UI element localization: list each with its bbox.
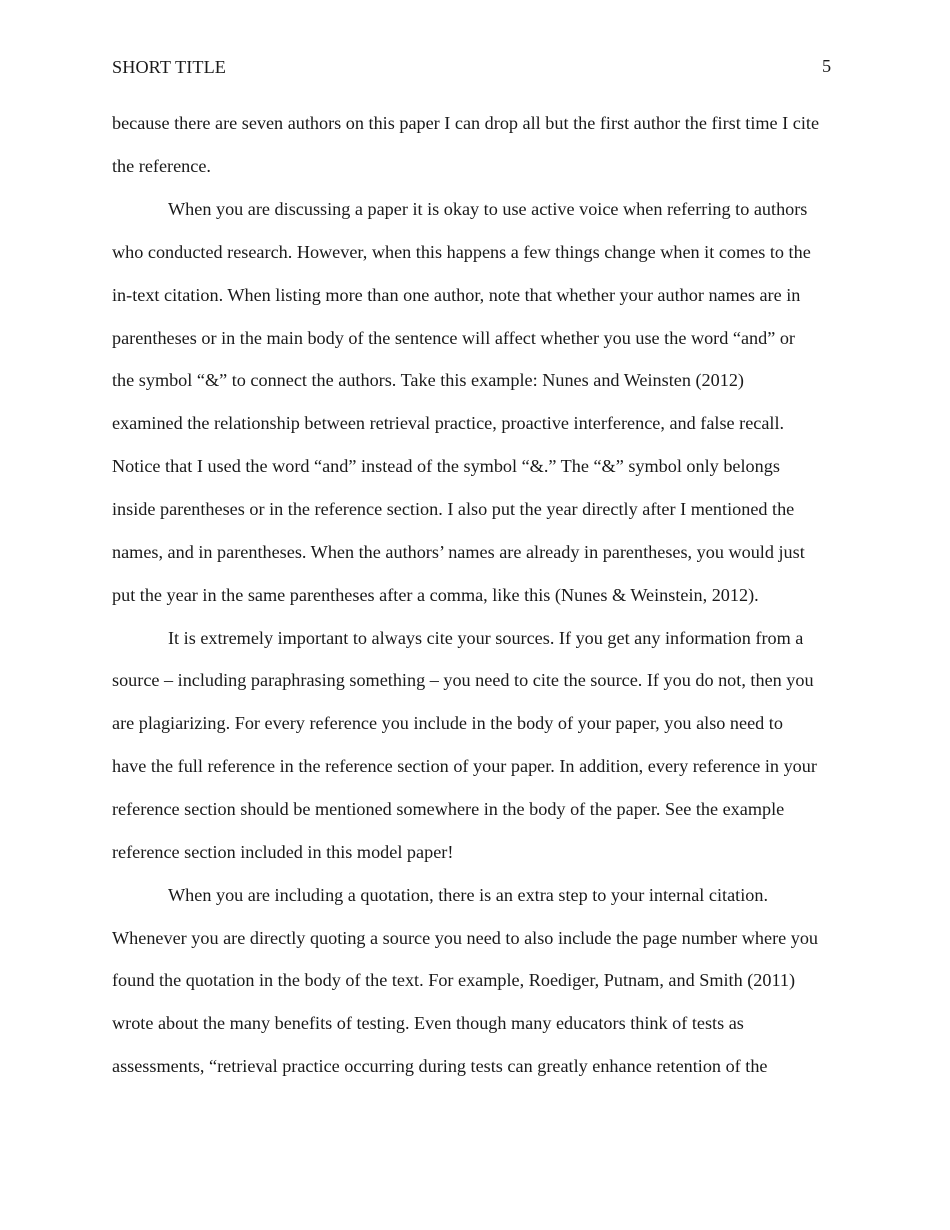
body-line: parentheses or in the main body of the sentence will affect whether you use the word “and” or: [112, 328, 795, 348]
body-line: have the full reference in the reference section of your paper. In addition, every reference in your: [112, 756, 817, 776]
body-line: inside parentheses or in the reference section. I also put the year directly after I mentioned the: [112, 499, 795, 519]
body-line: the symbol “&” to connect the authors. Take this example: Nunes and Weinsten (2012): [112, 370, 744, 390]
body-line: assessments, “retrieval practice occurring during tests can greatly enhance retention of the: [112, 1056, 768, 1076]
body-line: Whenever you are directly quoting a source you need to also include the page number where you: [112, 928, 819, 948]
body-line: found the quotation in the body of the text. For example, Roediger, Putnam, and Smith (2011): [112, 970, 796, 990]
body-line: who conducted research. However, when this happens a few things change when it comes to the: [112, 242, 811, 262]
body-line: put the year in the same parentheses after a comma, like this (Nunes & Weinstein, 2012).: [112, 585, 759, 605]
running-head: SHORT TITLE: [112, 57, 227, 77]
paragraph-first-line: When you are discussing a paper it is okay to use active voice when referring to authors: [168, 199, 808, 219]
body-line: examined the relationship between retrieval practice, proactive interference, and false recall.: [112, 413, 785, 433]
body-line: reference section included in this model paper!: [112, 842, 454, 862]
body-line: reference section should be mentioned somewhere in the body of the paper. See the example: [112, 799, 785, 819]
paragraph-first-line: When you are including a quotation, there is an extra step to your internal citation.: [168, 885, 769, 905]
body-line: wrote about the many benefits of testing. Even though many educators think of tests as: [112, 1013, 744, 1033]
body-line: because there are seven authors on this paper I can drop all but the first author the first time I cite: [112, 113, 820, 133]
page-number: 5: [822, 56, 832, 76]
body-line: are plagiarizing. For every reference you include in the body of your paper, you also need to: [112, 713, 783, 733]
body-line: Notice that I used the word “and” instead of the symbol “&.” The “&” symbol only belongs: [112, 456, 780, 476]
body-line: source – including paraphrasing something – you need to cite the source. If you do not, then you: [112, 670, 814, 690]
body-line: the reference.: [112, 156, 211, 176]
body-line: names, and in parentheses. When the authors’ names are already in parentheses, you would just: [112, 542, 805, 562]
paragraph-first-line: It is extremely important to always cite your sources. If you get any information from a: [168, 628, 804, 648]
body-line: in-text citation. When listing more than one author, note that whether your author names are in: [112, 285, 801, 305]
